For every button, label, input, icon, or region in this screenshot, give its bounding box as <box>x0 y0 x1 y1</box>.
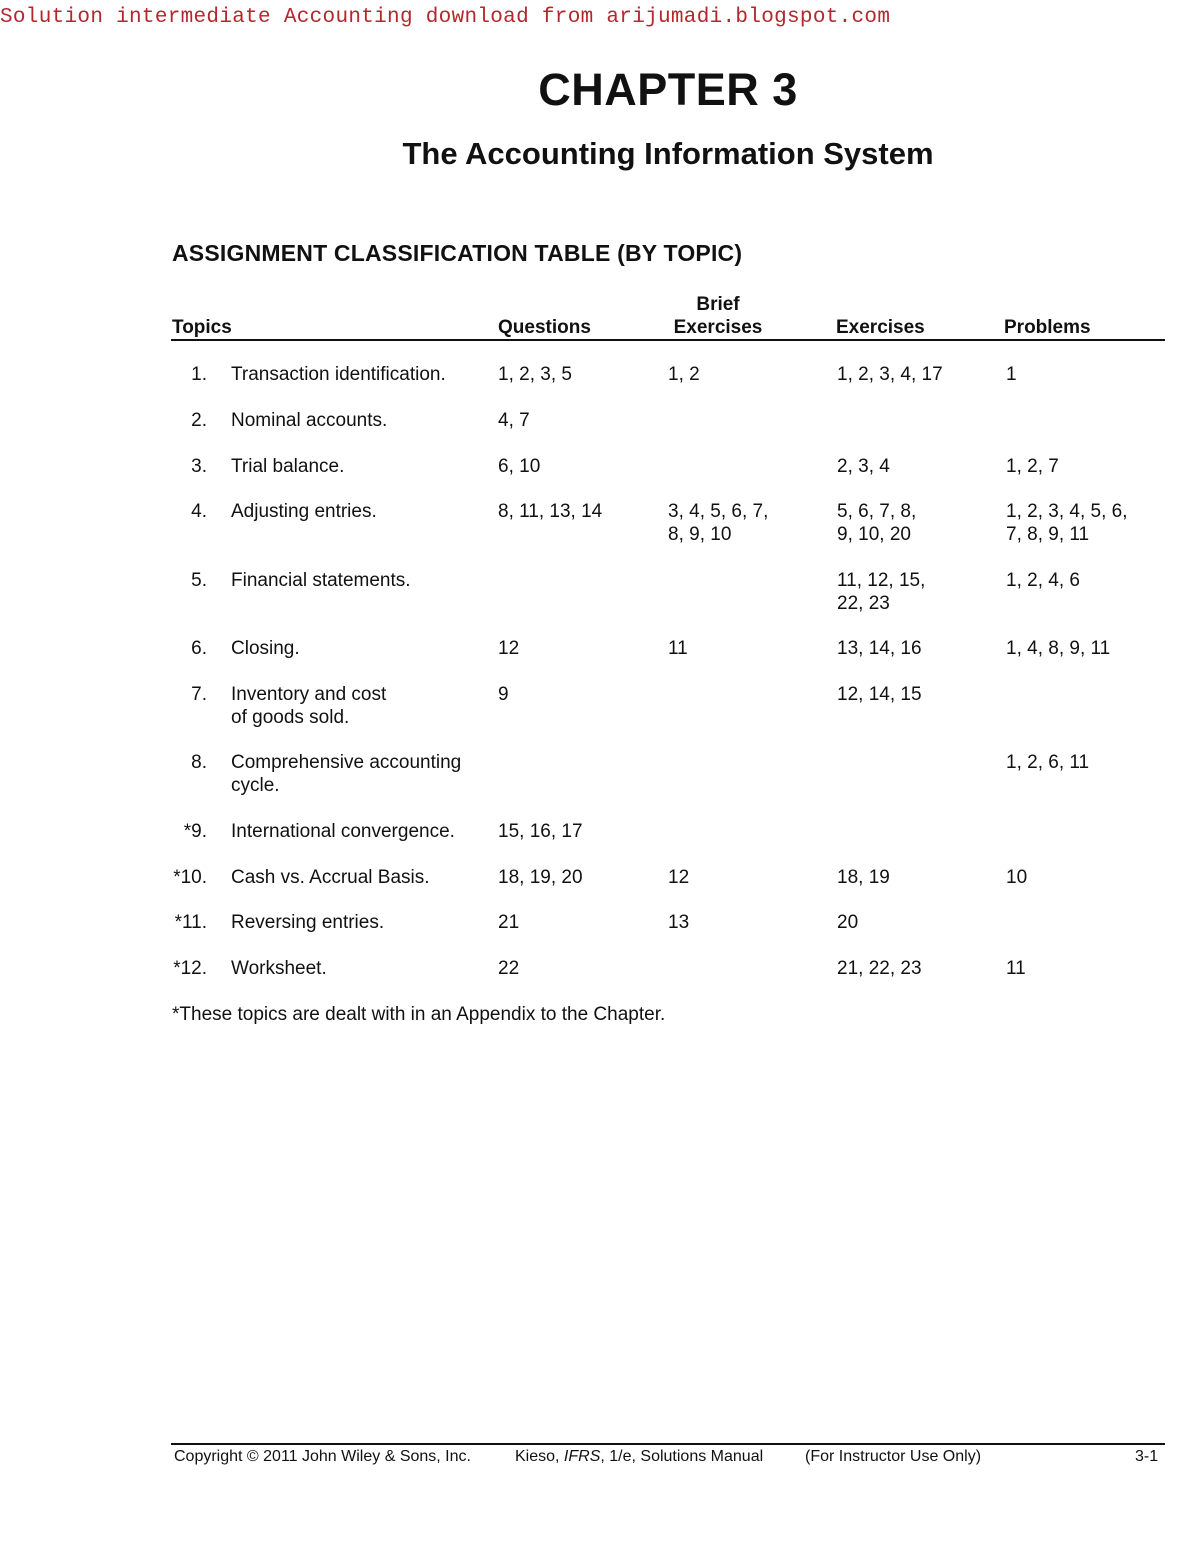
problems-line: 1 <box>1006 364 1017 385</box>
topic-number: *12. <box>173 958 207 979</box>
header-questions: Questions <box>498 317 591 338</box>
footer-book-prefix: Kieso, <box>515 1448 560 1465</box>
questions-cell <box>498 911 519 934</box>
header-problems: Problems <box>1004 317 1091 338</box>
questions-line: 8, 11, 13, 14 <box>498 501 603 522</box>
header-brief-line2: Exercises <box>673 317 763 338</box>
questions-cell <box>498 455 540 478</box>
exercises-line: 22, 23 <box>837 593 890 614</box>
topic-cell <box>231 637 300 660</box>
topic-cell <box>231 957 327 980</box>
problems-cell <box>1006 751 1089 774</box>
topic-number: *11. <box>174 912 207 933</box>
problems-cell <box>1006 569 1080 592</box>
chapter-heading: CHAPTER 3 <box>538 64 798 115</box>
questions-line: 1, 2, 3, 5 <box>498 364 572 385</box>
questions-line: 18, 19, 20 <box>498 867 583 888</box>
exercises-cell <box>837 363 943 386</box>
topic-line: Trial balance. <box>231 456 345 477</box>
footer-usage: (For Instructor Use Only) <box>805 1448 982 1465</box>
problems-line: 1, 2, 6, 11 <box>1006 752 1090 773</box>
questions-cell <box>498 866 583 889</box>
topic-number: *10. <box>173 867 207 888</box>
header-exercises: Exercises <box>836 317 925 338</box>
exercises-line: 18, 19 <box>837 867 890 888</box>
exercises-line: 13, 14, 16 <box>837 638 922 659</box>
problems-cell <box>1006 957 1026 980</box>
exercises-cell <box>837 500 916 546</box>
exercises-line: 1, 2, 3, 4, 17 <box>837 364 943 385</box>
exercises-line: 12, 14, 15 <box>837 684 922 705</box>
topic-cell <box>231 683 386 729</box>
exercises-cell <box>837 569 925 615</box>
section-title: ASSIGNMENT CLASSIFICATION TABLE (BY TOPIC) <box>172 240 743 266</box>
problems-cell <box>1006 455 1059 478</box>
header-brief-exercises <box>667 293 769 339</box>
brief-cell <box>668 911 689 934</box>
exercises-line: 20 <box>837 912 859 933</box>
topic-line: Nominal accounts. <box>231 410 388 431</box>
problems-line: 1, 2, 4, 6 <box>1006 570 1080 591</box>
questions-cell <box>498 409 530 432</box>
topic-number: 4. <box>191 501 207 522</box>
brief-cell <box>668 500 768 546</box>
topic-line: Inventory and cost <box>231 684 387 705</box>
footer-page-number: 3-1 <box>1135 1448 1159 1465</box>
topic-line: Worksheet. <box>231 958 327 979</box>
topic-line: Adjusting entries. <box>231 501 377 522</box>
appendix-footnote: *These topics are dealt with in an Appendix to the Chapter. <box>172 1004 666 1025</box>
footer-book-suffix: , 1/e, Solutions Manual <box>600 1448 764 1465</box>
brief-line: 3, 4, 5, 6, 7, <box>668 501 769 522</box>
problems-cell <box>1006 363 1017 386</box>
brief-line: 8, 9, 10 <box>668 524 732 545</box>
problems-line: 7, 8, 9, 11 <box>1006 524 1090 545</box>
topic-cell <box>231 363 446 386</box>
exercises-cell <box>837 911 858 934</box>
chapter-subtitle: The Accounting Information System <box>402 136 934 171</box>
exercises-cell <box>837 866 890 889</box>
topic-cell <box>231 866 430 889</box>
topic-number: 2. <box>191 410 207 431</box>
exercises-line: 5, 6, 7, 8, <box>837 501 917 522</box>
brief-cell <box>668 866 689 889</box>
exercises-cell <box>837 637 922 660</box>
exercises-cell <box>837 455 890 478</box>
topic-number: 1. <box>191 364 207 385</box>
questions-line: 4, 7 <box>498 410 530 431</box>
topic-cell <box>231 455 344 478</box>
brief-line: 11 <box>668 638 688 659</box>
topic-cell <box>231 820 455 843</box>
problems-line: 1, 4, 8, 9, 11 <box>1006 638 1111 659</box>
problems-line: 1, 2, 3, 4, 5, 6, <box>1006 501 1128 522</box>
topic-line: Transaction identification. <box>231 364 446 385</box>
questions-line: 9 <box>498 684 509 705</box>
topic-number: 8. <box>191 752 207 773</box>
topic-cell <box>231 409 387 432</box>
topic-line: cycle. <box>231 775 280 796</box>
topic-cell <box>231 911 384 934</box>
topic-number: 7. <box>191 684 207 705</box>
questions-line: 6, 10 <box>498 456 541 477</box>
questions-cell <box>498 820 583 843</box>
footer-book <box>515 1448 763 1466</box>
problems-line: 10 <box>1006 867 1028 888</box>
header-divider <box>171 339 1165 341</box>
footer-book-title: IFRS <box>563 1448 601 1465</box>
exercises-line: 21, 22, 23 <box>837 958 922 979</box>
problems-line: 11 <box>1006 958 1026 979</box>
brief-cell <box>668 363 700 386</box>
questions-line: 12 <box>498 638 520 659</box>
topic-line: Comprehensive accounting <box>231 752 462 773</box>
header-brief-line1: Brief <box>696 294 740 315</box>
topic-cell <box>231 569 411 592</box>
topic-number: *9. <box>183 821 207 842</box>
header-topics: Topics <box>172 317 232 338</box>
questions-line: 22 <box>498 958 520 979</box>
exercises-line: 2, 3, 4 <box>837 456 890 477</box>
topic-number: 6. <box>191 638 207 659</box>
watermark-banner: Solution intermediate Accounting download from arijumadi.blogspot.com <box>0 6 891 29</box>
brief-cell <box>668 637 688 660</box>
questions-cell <box>498 637 519 660</box>
questions-cell <box>498 363 572 386</box>
footer-copyright: Copyright © 2011 John Wiley & Sons, Inc. <box>174 1448 471 1465</box>
topic-cell <box>231 500 377 523</box>
problems-line: 1, 2, 7 <box>1006 456 1059 477</box>
questions-cell <box>498 683 509 706</box>
topic-line: Reversing entries. <box>231 912 385 933</box>
exercises-cell <box>837 957 922 980</box>
questions-cell <box>498 500 602 523</box>
topic-line: Closing. <box>231 638 300 659</box>
questions-cell <box>498 957 519 980</box>
topic-line: Financial statements. <box>231 570 411 591</box>
problems-cell <box>1006 637 1110 660</box>
brief-line: 1, 2 <box>668 364 700 385</box>
topic-number: 5. <box>191 570 207 591</box>
footer-divider <box>171 1443 1165 1445</box>
questions-line: 21 <box>498 912 520 933</box>
exercises-line: 11, 12, 15, <box>837 570 926 591</box>
topic-cell <box>231 751 461 797</box>
brief-line: 12 <box>668 867 690 888</box>
brief-line: 13 <box>668 912 690 933</box>
questions-line: 15, 16, 17 <box>498 821 583 842</box>
topic-line: International convergence. <box>231 821 455 842</box>
topic-line: Cash vs. Accrual Basis. <box>231 867 430 888</box>
problems-cell <box>1006 866 1027 889</box>
problems-cell <box>1006 500 1127 546</box>
exercises-line: 9, 10, 20 <box>837 524 911 545</box>
exercises-cell <box>837 683 922 706</box>
topic-line: of goods sold. <box>231 707 350 728</box>
topic-number: 3. <box>191 456 207 477</box>
